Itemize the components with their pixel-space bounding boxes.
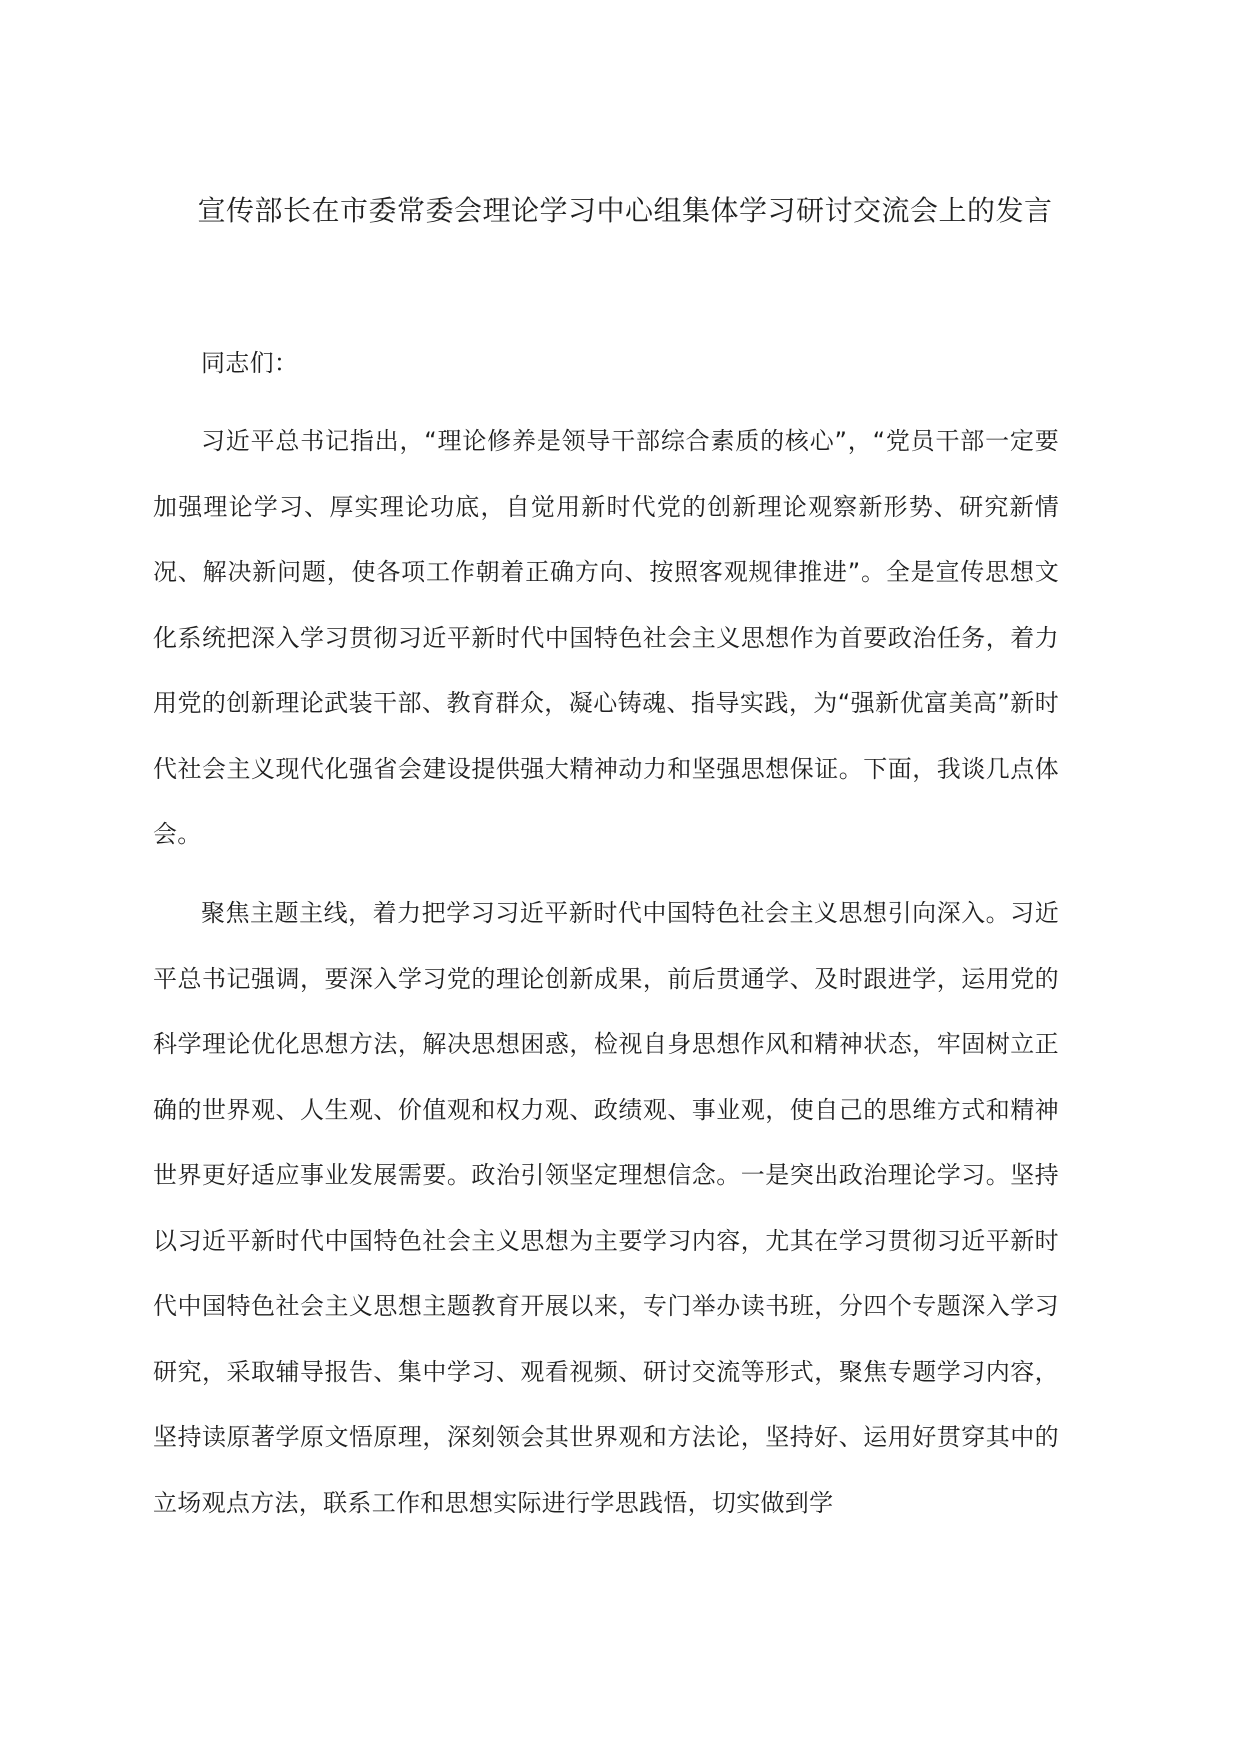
document-title: 宣传部长在市委常委会理论学习中心组集体学习研讨交流会上的发言 — [197, 194, 1053, 227]
salutation: 同志们： — [201, 349, 299, 377]
paragraph-1: 习近平总书记指出，“理论修养是领导干部综合素质的核心”，“党员干部一定要加强理论学习、厚实理论功底，自觉用新时代党的创新理论观察新形势、研究新情况、解决新问题，使各项工作朝着正确方向、按照客观规律推进”。全是宣传思想文化系统把深入学习贯彻习近平新时代中国特色社会主义思想作为首要政治任务，着力用党的创新理论武装干部、教育群众，凝心铸魂、指导实践，为“强新优富美高”新时代社会主义现代化强省会建设提供强大精神动力和坚强思想保证。下面，我谈几点体会。 — [153, 427, 1059, 848]
paragraph-2: 聚焦主题主线，着力把学习习近平新时代中国特色社会主义思想引向深入。习近平总书记强调，要深入学习党的理论创新成果，前后贯通学、及时跟进学，运用党的科学理论优化思想方法，解决思想困惑，检视自身思想作风和精神状态，牢固树立正确的世界观、人生观、价值观和权力观、政绩观、事业观，使自己的思维方式和精神世界更好适应事业发展需要。政治引领坚定理想信念。一是突出政治理论学习。坚持以习近平新时代中国特色社会主义思想为主要学习内容，尤其在学习贯彻习近平新时代中国特色社会主义思想主题教育开展以来，专门举办读书班，分四个专题深入学习研究，采取辅导报告、集中学习、观看视频、研讨交流等形式，聚焦专题学习内容，坚持读原著学原文悟原理，深刻领会其世界观和方法论，坚持好、运用好贯穿其中的立场观点方法，联系工作和思想实际进行学思践悟，切实做到学 — [153, 899, 1059, 1517]
